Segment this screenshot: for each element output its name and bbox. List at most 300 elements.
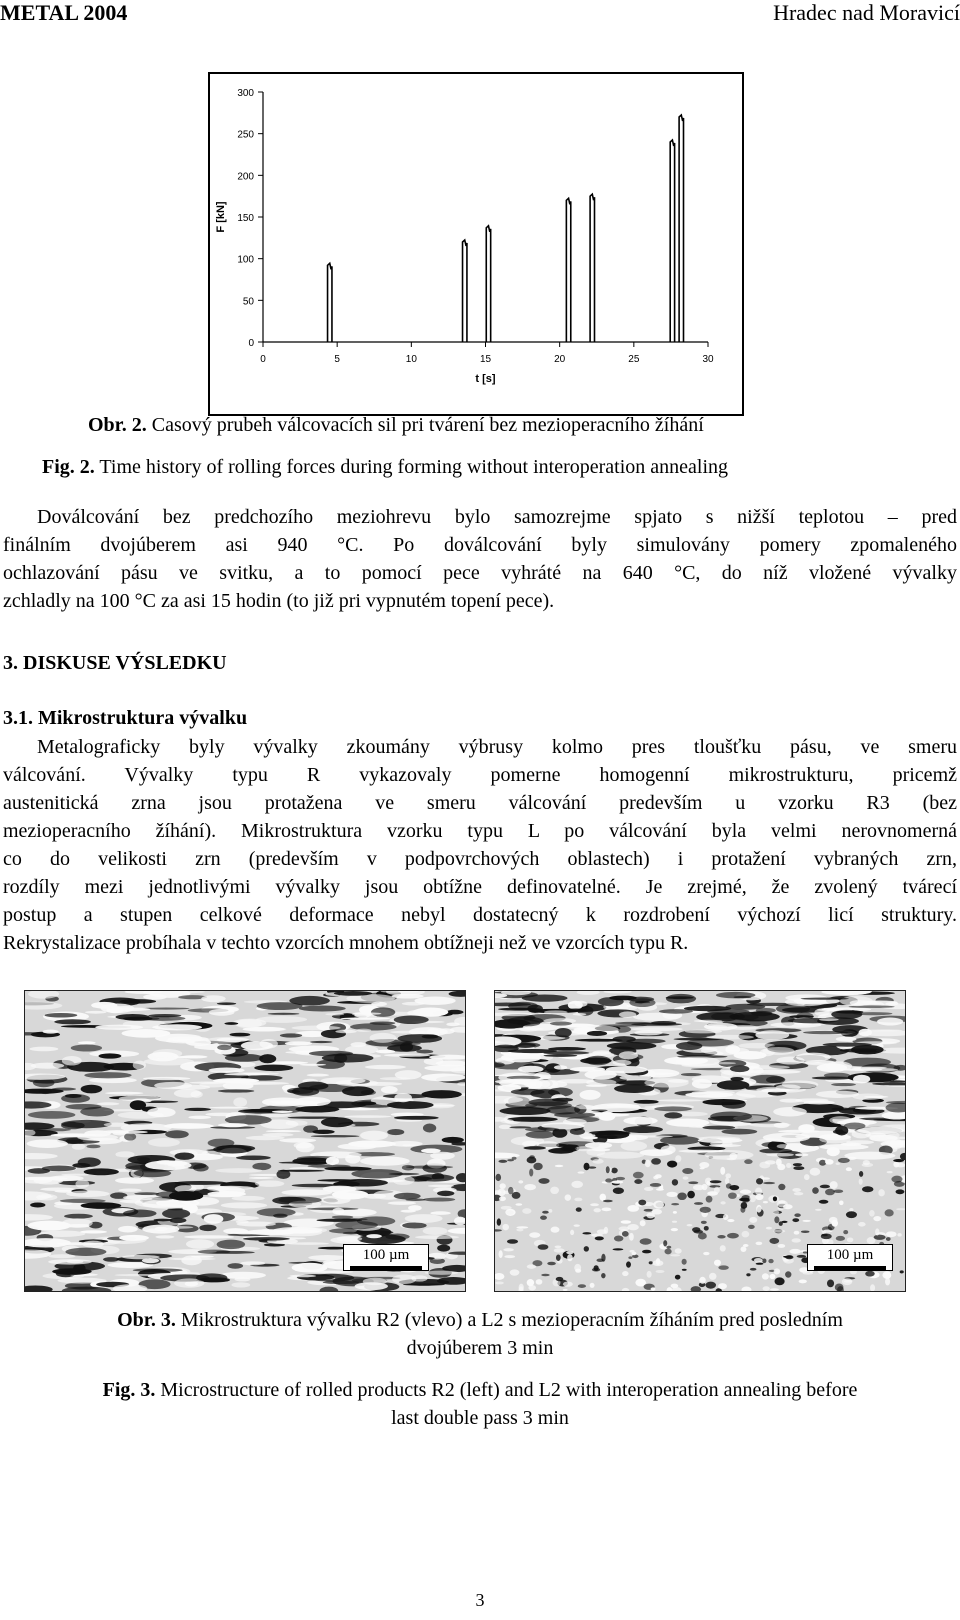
grain-mark	[405, 1214, 443, 1223]
grain-mark	[825, 1159, 834, 1164]
grain-mark	[199, 1225, 216, 1232]
grain-mark	[516, 1228, 523, 1231]
conference-name: METAL 2004	[0, 0, 128, 25]
grain-mark	[81, 1202, 122, 1209]
x-tick-label: 15	[479, 354, 492, 365]
grain-mark	[518, 1066, 544, 1073]
grain-mark	[27, 1139, 68, 1148]
grain-mark	[702, 1126, 735, 1130]
grain-mark	[289, 1167, 318, 1170]
grain-mark	[437, 1245, 450, 1252]
grain-mark	[43, 1030, 59, 1034]
grain-mark	[830, 1181, 838, 1189]
grain-mark	[682, 1259, 687, 1265]
force-peak	[463, 240, 467, 342]
grain-mark	[800, 998, 848, 1000]
grain-mark	[525, 1102, 572, 1110]
grain-mark	[832, 1220, 839, 1227]
subsection-heading: 3.1. Mikrostruktura vývalku	[3, 707, 248, 729]
grain-mark	[415, 1235, 459, 1239]
grain-mark	[601, 1254, 605, 1262]
grain-mark	[260, 1039, 278, 1049]
grain-mark	[778, 1130, 820, 1133]
grain-mark	[812, 1076, 853, 1079]
grain-mark	[873, 1216, 881, 1221]
grain-mark	[734, 1014, 759, 1019]
grain-mark	[755, 1188, 762, 1196]
grain-mark	[428, 1185, 454, 1187]
grain-mark	[495, 1174, 501, 1181]
y-tick-label: 250	[237, 129, 254, 141]
grain-mark	[371, 1002, 387, 1007]
grain-mark	[849, 1208, 853, 1212]
para1-line: zchladly na 100 °C za asi 15 hodin (to již pri vypnutém topení pece).	[3, 590, 555, 612]
grain-mark	[332, 1215, 353, 1218]
grain-mark	[363, 1278, 387, 1285]
grain-mark	[874, 1235, 886, 1240]
grain-mark	[627, 1135, 673, 1137]
para2-line: rozdíly mezi jednotlivými vývalky jsou obtížne definovatelné. Je zrejmé, že zvolený tvárecí	[3, 876, 957, 898]
grain-mark	[350, 1023, 397, 1030]
grain-mark	[619, 1226, 630, 1231]
grain-mark	[115, 1274, 162, 1276]
grain-mark	[209, 1009, 235, 1016]
grain-mark	[746, 1273, 750, 1276]
grain-mark	[257, 1002, 303, 1010]
grain-mark	[120, 999, 157, 1004]
grain-mark	[415, 1174, 454, 1181]
grain-mark	[890, 1139, 904, 1149]
grain-mark	[682, 1168, 693, 1174]
grain-mark	[673, 1211, 677, 1214]
grain-mark	[687, 1191, 695, 1199]
grain-mark	[663, 1240, 667, 1246]
grain-mark	[565, 1194, 571, 1201]
grain-mark	[740, 1246, 746, 1252]
grain-mark	[507, 1117, 558, 1122]
grain-mark	[229, 1033, 250, 1037]
grain-mark	[657, 1099, 703, 1101]
grain-mark	[317, 1179, 357, 1182]
grain-mark	[885, 1209, 894, 1216]
grain-mark	[84, 1130, 111, 1136]
grain-mark	[154, 1219, 173, 1222]
grain-mark	[351, 1169, 403, 1178]
grain-mark	[72, 1163, 90, 1168]
grain-mark	[633, 1172, 644, 1179]
grain-mark	[544, 1010, 568, 1014]
grain-mark	[366, 1234, 382, 1238]
grain-mark	[587, 1031, 607, 1036]
grain-mark	[675, 1275, 681, 1280]
fig3-caption-en	[0, 1376, 960, 1432]
grain-mark	[862, 1186, 873, 1192]
grain-mark	[272, 1111, 293, 1113]
grain-mark	[548, 1148, 574, 1154]
grain-mark	[169, 1123, 196, 1126]
grain-mark	[613, 1187, 624, 1194]
grain-mark	[75, 1180, 89, 1188]
grain-mark	[612, 1180, 624, 1183]
grain-mark	[893, 1161, 899, 1167]
grain-mark	[394, 1093, 412, 1102]
grain-mark	[783, 1256, 792, 1258]
grain-mark	[522, 1208, 531, 1214]
grain-mark	[659, 1009, 693, 1014]
grain-mark	[709, 1185, 720, 1188]
grain-mark	[749, 1122, 791, 1127]
grain-mark	[525, 1127, 559, 1131]
grain-mark	[544, 1054, 578, 1057]
grain-mark	[817, 1063, 847, 1072]
grain-mark	[198, 1250, 231, 1254]
grain-mark	[61, 1120, 112, 1128]
grain-mark	[786, 1163, 791, 1168]
grain-mark	[586, 1079, 616, 1086]
grain-mark	[376, 1050, 395, 1054]
grain-mark	[201, 995, 225, 1002]
force-peak	[328, 263, 332, 342]
grain-mark	[552, 1098, 573, 1102]
grain-mark	[62, 1218, 93, 1227]
grain-mark	[770, 1274, 776, 1279]
grain-mark	[510, 1269, 520, 1275]
grain-mark	[504, 1255, 515, 1258]
grain-mark	[397, 1034, 442, 1043]
grain-mark	[567, 1254, 573, 1261]
grain-mark	[650, 1073, 675, 1075]
grain-mark	[670, 1254, 680, 1256]
grain-mark	[777, 1144, 790, 1148]
grain-mark	[869, 1210, 875, 1217]
grain-mark	[763, 1182, 775, 1184]
grain-mark	[204, 1214, 224, 1224]
grain-mark	[254, 1065, 293, 1071]
grain-mark	[577, 1171, 584, 1173]
grain-mark	[591, 1110, 607, 1112]
grain-mark	[550, 1021, 572, 1025]
grain-mark	[749, 1194, 756, 1202]
grain-mark	[137, 1157, 150, 1161]
grain-mark	[740, 1207, 745, 1213]
grain-mark	[292, 1263, 328, 1273]
grain-mark	[650, 1183, 662, 1187]
grain-mark	[668, 1079, 689, 1083]
micrograph-r2	[24, 990, 466, 1292]
grain-mark	[246, 1136, 285, 1141]
fig3-text-cz-line1: Mikrostruktura vývalku R2 (vlevo) a L2 s mezioperacním žíháním pred posledním	[175, 1309, 843, 1331]
grain-mark	[65, 1248, 106, 1256]
grain-mark	[700, 1207, 711, 1213]
grain-mark	[421, 1074, 465, 1082]
grain-mark	[392, 1275, 416, 1284]
grain-mark	[802, 1220, 811, 1222]
grain-mark	[590, 1203, 599, 1206]
grain-mark	[84, 1072, 131, 1078]
grain-mark	[106, 1007, 123, 1014]
grain-mark	[846, 1167, 852, 1171]
grain-mark	[390, 1031, 429, 1034]
grain-mark	[794, 1192, 804, 1195]
grain-mark	[502, 1224, 509, 1231]
grain-mark	[217, 1002, 236, 1005]
grain-mark	[503, 1248, 514, 1251]
grain-mark	[773, 1211, 779, 1215]
fig3-text-en-line2: last double pass 3 min	[391, 1407, 569, 1429]
grain-mark	[52, 1268, 92, 1275]
grain-mark	[529, 1169, 533, 1177]
force-peak	[679, 115, 683, 342]
grain-mark	[678, 1150, 721, 1153]
y-tick-label: 0	[248, 338, 254, 349]
x-tick-label: 10	[405, 354, 417, 365]
grain-mark	[628, 1256, 632, 1259]
grain-mark	[84, 1168, 119, 1175]
grain-mark	[547, 1262, 556, 1266]
grain-mark	[846, 1211, 857, 1218]
grain-mark	[708, 1025, 727, 1029]
grain-mark	[875, 1228, 879, 1235]
grain-mark	[763, 1286, 770, 1291]
grain-mark	[633, 1013, 681, 1021]
grain-mark	[566, 1251, 573, 1254]
grain-mark	[218, 1123, 248, 1127]
grain-mark	[124, 1133, 136, 1141]
grain-mark	[622, 1271, 628, 1276]
grain-mark	[325, 1013, 344, 1015]
y-tick-label: 300	[237, 88, 254, 99]
grain-mark	[619, 1051, 638, 1059]
grain-mark	[666, 1118, 709, 1126]
grain-mark	[509, 1126, 531, 1128]
grain-mark	[321, 1117, 353, 1127]
grain-mark	[605, 1178, 612, 1182]
grain-mark	[361, 1090, 376, 1095]
grain-mark	[794, 1231, 800, 1235]
grain-mark	[78, 1041, 96, 1044]
grain-mark	[115, 1177, 154, 1184]
grain-mark	[387, 1129, 404, 1135]
x-tick-label: 25	[628, 354, 640, 365]
grain-mark	[388, 1201, 417, 1204]
grain-mark	[555, 1028, 572, 1037]
grain-mark	[887, 1171, 893, 1173]
y-tick-label: 150	[237, 213, 254, 224]
grain-mark	[852, 1094, 884, 1100]
grain-mark	[154, 1227, 167, 1231]
grain-mark	[723, 1214, 728, 1220]
grain-mark	[403, 1283, 445, 1285]
grain-mark	[672, 1221, 677, 1223]
grain-mark	[792, 1238, 801, 1242]
grain-mark	[778, 1184, 785, 1190]
grain-mark	[551, 1227, 560, 1233]
grain-mark	[725, 1173, 731, 1178]
grain-mark	[792, 1218, 799, 1222]
grain-mark	[185, 1039, 211, 1046]
grain-mark	[810, 1168, 821, 1176]
grain-mark	[402, 1222, 427, 1228]
grain-mark	[593, 1208, 601, 1212]
grain-mark	[133, 1061, 146, 1070]
grain-mark	[652, 1260, 663, 1266]
grain-mark	[792, 1188, 801, 1192]
grain-mark	[370, 1033, 397, 1043]
grain-mark	[582, 1232, 591, 1234]
fig2-text-en: Time history of rolling forces during forming without interoperation annealing	[94, 456, 729, 478]
grain-mark	[733, 996, 751, 999]
grain-mark	[279, 1138, 316, 1142]
grain-mark	[595, 1236, 604, 1240]
grain-mark	[783, 1204, 793, 1209]
grain-mark	[820, 1185, 830, 1189]
grain-mark	[236, 1221, 276, 1226]
grain-mark	[846, 1140, 874, 1144]
grain-mark	[571, 1181, 583, 1188]
grain-mark	[785, 1271, 791, 1277]
grain-mark	[215, 1168, 262, 1173]
grain-mark	[829, 1116, 852, 1124]
grain-mark	[699, 1162, 709, 1168]
grain-mark	[421, 1148, 441, 1153]
micrograph-l2	[494, 990, 906, 1292]
grain-mark	[425, 1271, 459, 1275]
grain-mark	[344, 1115, 391, 1118]
grain-mark	[31, 1063, 65, 1069]
grain-mark	[65, 1094, 82, 1098]
grain-mark	[423, 1124, 436, 1133]
grain-mark	[147, 1107, 176, 1117]
grain-mark	[421, 1090, 461, 1098]
grain-mark	[598, 1112, 615, 1121]
grain-mark	[843, 1230, 848, 1234]
grain-mark	[632, 1027, 683, 1031]
grain-mark	[661, 1145, 676, 1154]
grain-mark	[498, 1160, 507, 1163]
grain-mark	[774, 1216, 779, 1223]
grain-mark	[727, 1219, 734, 1222]
grain-mark	[236, 1155, 271, 1160]
grain-mark	[621, 1141, 648, 1151]
grain-mark	[773, 1107, 807, 1116]
grain-mark	[556, 1254, 561, 1261]
grain-mark	[49, 1254, 76, 1258]
scale-bar-left-label: 100 µm	[362, 1247, 410, 1263]
grain-mark	[207, 1186, 230, 1191]
grain-mark	[623, 1126, 663, 1133]
grain-mark	[611, 1168, 618, 1174]
grain-mark	[778, 1200, 785, 1203]
grain-mark	[763, 1133, 810, 1142]
grain-mark	[629, 1233, 634, 1241]
grain-mark	[653, 1176, 658, 1180]
grain-mark	[720, 1167, 725, 1175]
grain-mark	[442, 1137, 464, 1143]
grain-mark	[218, 1089, 254, 1092]
grain-mark	[619, 1011, 636, 1017]
grain-mark	[134, 1169, 171, 1177]
grain-mark	[613, 1060, 632, 1066]
grain-mark	[601, 1273, 605, 1278]
grain-mark	[838, 1158, 850, 1163]
grain-mark	[224, 1073, 270, 1076]
grain-mark	[770, 1288, 779, 1291]
grain-mark	[495, 1281, 504, 1284]
grain-mark	[309, 1051, 353, 1057]
grain-mark	[614, 1236, 623, 1242]
grain-mark	[224, 1022, 238, 1025]
grain-mark	[175, 1181, 227, 1185]
para2-line: austenitická zrna jsou protažena ve smeru válcování predevším u vzorku R3 (bez	[3, 792, 957, 814]
grain-mark	[406, 1166, 453, 1169]
grain-mark	[384, 1054, 430, 1057]
grain-mark	[555, 1165, 563, 1167]
grain-mark	[710, 1180, 722, 1183]
x-tick-label: 30	[702, 354, 714, 365]
grain-mark	[259, 1054, 276, 1063]
grain-mark	[119, 1188, 142, 1191]
grain-mark	[285, 1041, 312, 1045]
grain-mark	[609, 996, 637, 1001]
grain-mark	[793, 1166, 804, 1170]
y-tick-label: 100	[237, 254, 254, 266]
grain-mark	[527, 1157, 537, 1164]
grain-mark	[524, 1184, 536, 1190]
grain-mark	[107, 1130, 148, 1133]
grain-mark	[619, 1075, 651, 1080]
grain-mark	[847, 1237, 854, 1242]
grain-mark	[556, 1277, 564, 1281]
grain-mark	[104, 1123, 129, 1127]
grain-mark	[518, 1180, 523, 1183]
grain-mark	[574, 1198, 582, 1202]
grain-mark	[169, 1191, 203, 1201]
grain-mark	[685, 1030, 722, 1034]
grain-mark	[423, 1227, 448, 1235]
grain-mark	[632, 1255, 638, 1259]
grain-mark	[188, 1116, 211, 1119]
para2-line: válcování. Vývalky typu R vykazovaly pomerne homogenní mikrostrukturu, pricemž	[3, 764, 957, 786]
grain-mark	[570, 1067, 605, 1072]
grain-mark	[499, 1125, 512, 1129]
grain-mark	[654, 1106, 692, 1111]
grain-mark	[524, 1079, 550, 1089]
grain-mark	[634, 1100, 659, 1104]
grain-mark	[884, 1271, 891, 1279]
grain-mark	[836, 1163, 840, 1165]
grain-mark	[371, 1007, 395, 1016]
grain-mark	[804, 1101, 835, 1105]
grain-mark	[742, 1231, 750, 1237]
grain-mark	[554, 1248, 565, 1252]
grain-mark	[773, 1196, 777, 1201]
grain-mark	[831, 1083, 856, 1086]
grain-mark	[323, 1260, 337, 1265]
grain-mark	[162, 1209, 190, 1219]
grain-mark	[365, 1065, 406, 1069]
grain-mark	[664, 1112, 682, 1118]
grain-mark	[57, 1242, 99, 1245]
grain-mark	[62, 1056, 82, 1066]
grain-mark	[148, 1138, 180, 1147]
grain-mark	[299, 1064, 326, 1066]
grain-mark	[256, 1016, 307, 1023]
grain-mark	[623, 1117, 657, 1125]
grain-mark	[591, 1234, 603, 1237]
grain-mark	[819, 1160, 826, 1166]
grain-mark	[357, 1101, 377, 1105]
grain-mark	[612, 1248, 623, 1250]
